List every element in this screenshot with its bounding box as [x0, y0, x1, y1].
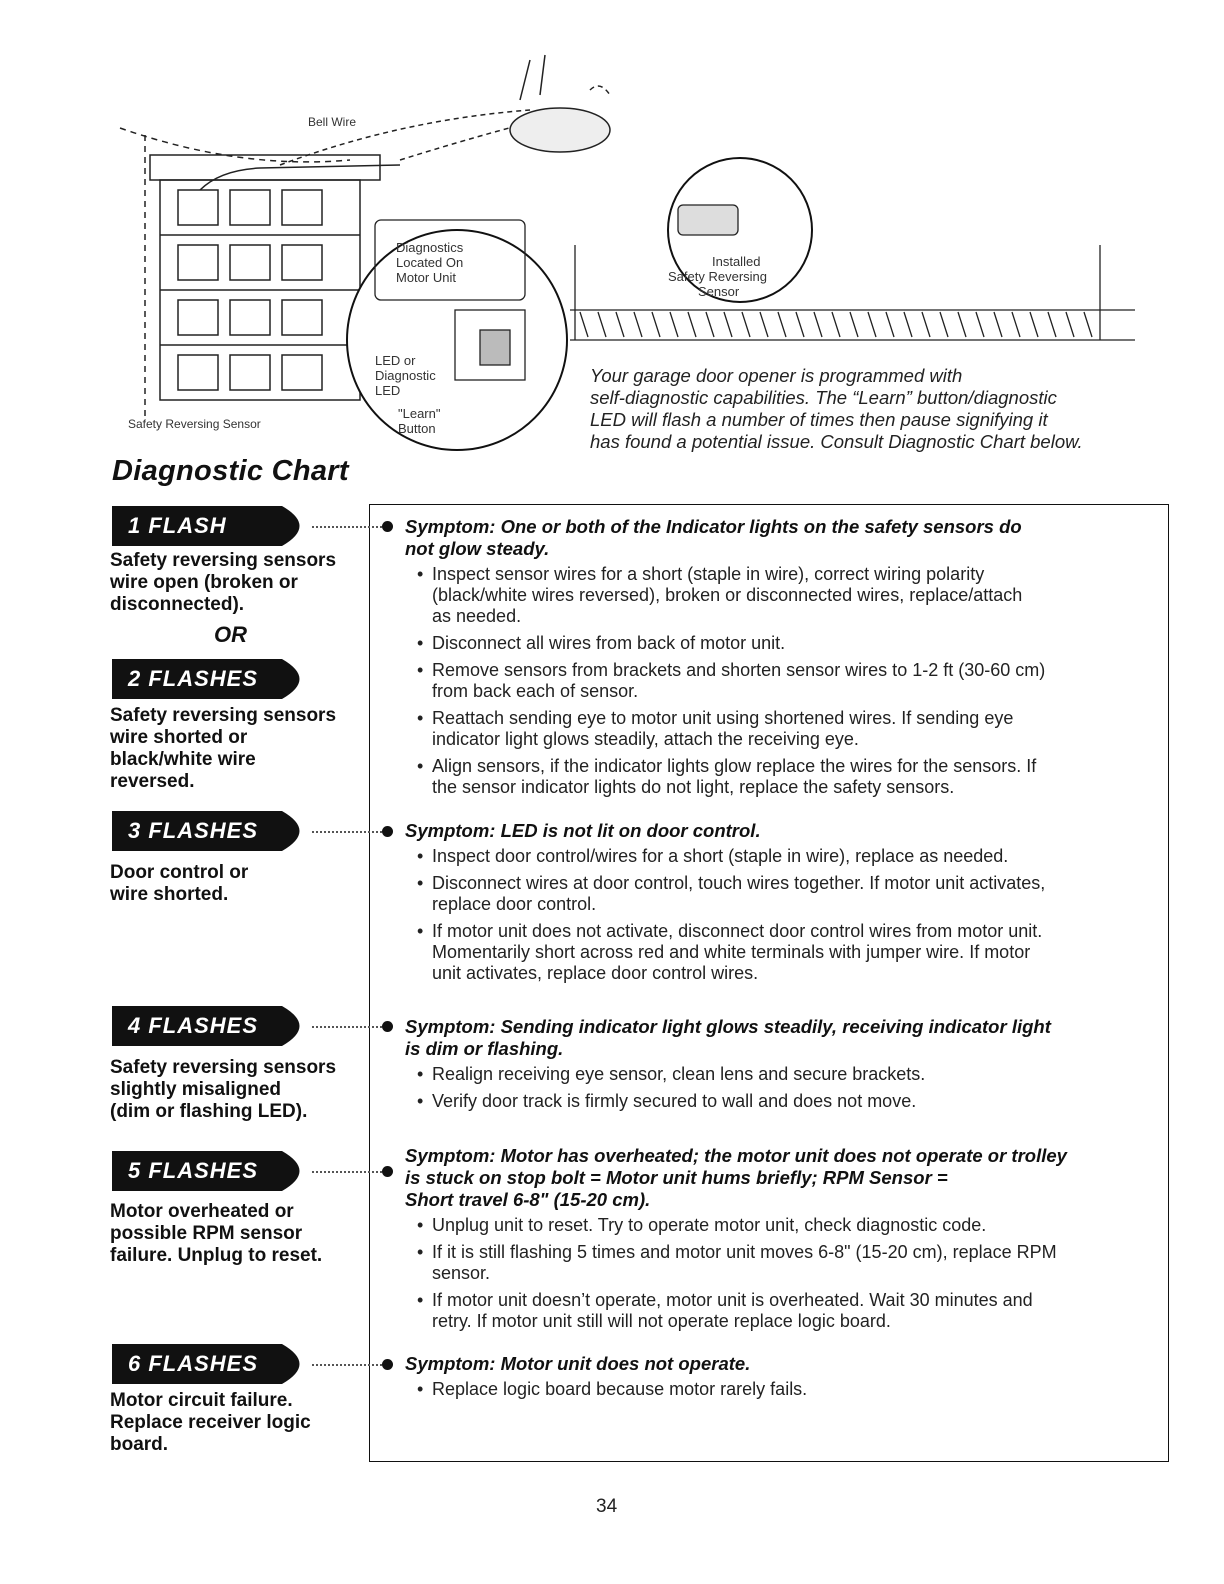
- cause-line: (dim or flashing LED).: [110, 1101, 308, 1122]
- page-title: Diagnostic Chart: [112, 455, 349, 487]
- cause-line: slightly misaligned: [110, 1079, 282, 1100]
- intro-paragraph: [590, 365, 1150, 453]
- step-list: [405, 1064, 1145, 1112]
- flash-badge-label: 1 FLASH: [128, 513, 227, 538]
- symptom-title-line: is dim or flashing.: [405, 1038, 564, 1059]
- step-line: as needed.: [432, 606, 522, 626]
- step-item: [417, 1064, 1145, 1085]
- step-line: sensor.: [432, 1263, 491, 1283]
- safety-reversing-sensor-label: Safety Reversing Sensor: [128, 417, 261, 431]
- cause-line: failure. Unplug to reset.: [110, 1245, 323, 1266]
- step-item: [417, 633, 1145, 654]
- cause-line: Safety reversing sensors: [110, 1057, 337, 1078]
- page-number: 34: [596, 1496, 618, 1517]
- step-line: replace door control.: [432, 894, 597, 914]
- step-item: [417, 873, 1145, 915]
- leader-line: [312, 831, 382, 833]
- step-item: [417, 1091, 1145, 1112]
- step-item: [417, 660, 1145, 702]
- bullet-dot: [382, 826, 393, 837]
- cause-line: Door control or: [110, 862, 249, 883]
- bullet-dot: [382, 1359, 393, 1370]
- symptom-title: [405, 1016, 1145, 1060]
- symptom-title-line: is stuck on stop bolt = Motor unit hums briefly; RPM Sensor =: [405, 1167, 948, 1188]
- cause-line: Motor circuit failure.: [110, 1390, 293, 1411]
- step-item: [417, 564, 1145, 627]
- symptom-block-2: [405, 820, 1145, 990]
- leader-line: [312, 1364, 382, 1366]
- symptom-title-line: Symptom: Sending indicator light glows steadily, receiving indicator light: [405, 1016, 1051, 1037]
- step-line: • Reattach sending eye to motor unit using shortened wires. If sending eye: [432, 708, 1014, 728]
- learn-label-2: Button: [398, 421, 436, 436]
- symptom-title-line: Short travel 6-8" (15-20 cm).: [405, 1189, 651, 1210]
- led-label-2: Diagnostic: [375, 368, 436, 383]
- cause-line: board.: [110, 1434, 169, 1455]
- diagnostics-label-1: Diagnostics: [396, 240, 464, 255]
- step-list: [405, 1379, 1145, 1400]
- bullet-dot: [382, 1021, 393, 1032]
- step-line: • Align sensors, if the indicator lights glow replace the wires for the sensors. If: [432, 756, 1037, 776]
- cause-text-4: [110, 1057, 360, 1123]
- installed-label-1: Installed: [712, 254, 761, 269]
- symptom-block-5: [405, 1353, 1145, 1406]
- step-item: [417, 846, 1145, 867]
- bullet-dot: [382, 521, 393, 532]
- step-item: [417, 708, 1145, 750]
- bell-wire-label: Bell Wire: [308, 115, 357, 129]
- cause-line: wire shorted or: [110, 727, 248, 748]
- step-line: (black/white wires reversed), broken or disconnected wires, replace/attach: [432, 585, 1023, 605]
- step-line: indicator light glows steadily, attach the receiving eye.: [432, 729, 859, 749]
- step-item: [417, 1242, 1145, 1284]
- bullet-dot: [382, 1166, 393, 1177]
- step-list: [405, 846, 1145, 984]
- cause-line: wire shorted.: [110, 884, 229, 905]
- installed-label-3: Sensor: [698, 284, 740, 299]
- step-line: • If motor unit does not activate, disconnect door control wires from motor unit.: [432, 921, 1043, 941]
- intro-line: LED will flash a number of times then pause signifying it: [590, 409, 1048, 430]
- cause-line: possible RPM sensor: [110, 1223, 303, 1244]
- cause-line: Replace receiver logic: [110, 1412, 311, 1433]
- symptom-title-line: Symptom: Motor has overheated; the motor unit does not operate or trolley: [405, 1145, 1067, 1166]
- symptom-title-line: Symptom: One or both of the Indicator lights on the safety sensors do: [405, 516, 1022, 537]
- intro-line: has found a potential issue. Consult Diagnostic Chart below.: [590, 431, 1083, 452]
- leader-line: [312, 526, 382, 528]
- cause-line: Safety reversing sensors: [110, 550, 337, 571]
- flash-badge-label: 6 FLASHES: [128, 1351, 259, 1376]
- cause-line: Motor overheated or: [110, 1201, 294, 1222]
- cause-line: Safety reversing sensors: [110, 705, 337, 726]
- cause-line: disconnected).: [110, 594, 245, 615]
- cause-line: wire open (broken or: [110, 572, 298, 593]
- flash-badge-4: [112, 1006, 312, 1046]
- symptom-title: [405, 1353, 1145, 1375]
- flash-badge-5: [112, 1151, 312, 1191]
- step-item: [417, 756, 1145, 798]
- step-line: • Realign receiving eye sensor, clean lens and secure brackets.: [432, 1064, 926, 1084]
- step-line: • Unplug unit to reset. Try to operate motor unit, check diagnostic code.: [432, 1215, 987, 1235]
- symptom-title: [405, 1145, 1145, 1211]
- step-line: • Inspect sensor wires for a short (staple in wire), correct wiring polarity: [432, 564, 985, 584]
- intro-line: self-diagnostic capabilities. The “Learn” button/diagnostic: [590, 387, 1057, 408]
- step-item: [417, 1290, 1145, 1332]
- flash-badge-1: [112, 506, 312, 546]
- flash-badge-2: [112, 659, 312, 699]
- symptom-block-1: [405, 516, 1145, 804]
- symptom-block-4: [405, 1145, 1145, 1338]
- symptom-block-3: [405, 1016, 1145, 1118]
- step-line: the sensor indicator lights do not light, replace the safety sensors.: [432, 777, 955, 797]
- step-line: Momentarily short across red and white terminals with jumper wire. If motor: [432, 942, 1031, 962]
- symptom-title: [405, 820, 1145, 842]
- symptom-title-line: Symptom: Motor unit does not operate.: [405, 1353, 751, 1374]
- step-item: [417, 1379, 1145, 1400]
- step-item: [417, 1215, 1145, 1236]
- learn-label-1: "Learn": [398, 406, 441, 421]
- or-separator: OR: [214, 622, 247, 647]
- flash-badge-label: 2 FLASHES: [128, 666, 259, 691]
- step-list: [405, 1215, 1145, 1332]
- cause-text-2: [110, 705, 360, 793]
- led-label-1: LED or: [375, 353, 416, 368]
- step-line: • Remove sensors from brackets and shorten sensor wires to 1-2 ft (30-60 cm): [432, 660, 1046, 680]
- diagnostics-label-2: Located On: [396, 255, 464, 270]
- cause-text-1: [110, 550, 360, 616]
- symptom-title: [405, 516, 1145, 560]
- step-line: unit activates, replace door control wires.: [432, 963, 759, 983]
- led-label-3: LED: [375, 383, 401, 398]
- diagnostics-label-3: Motor Unit: [396, 270, 456, 285]
- step-line: from back each of sensor.: [432, 681, 639, 701]
- symptom-title-line: Symptom: LED is not lit on door control.: [405, 820, 761, 841]
- installed-label-2: Safety Reversing: [668, 269, 767, 284]
- step-list: [405, 564, 1145, 798]
- flash-badge-label: 4 FLASHES: [128, 1013, 259, 1038]
- cause-text-6: [110, 1390, 360, 1456]
- step-line: • Disconnect all wires from back of motor unit.: [432, 633, 786, 653]
- step-line: • If it is still flashing 5 times and motor unit moves 6-8" (15-20 cm), replace RPM: [432, 1242, 1057, 1262]
- step-line: • Disconnect wires at door control, touch wires together. If motor unit activates,: [432, 873, 1046, 893]
- step-line: • Inspect door control/wires for a short (staple in wire), replace as needed.: [432, 846, 1009, 866]
- cause-line: reversed.: [110, 771, 195, 792]
- cause-line: black/white wire: [110, 749, 256, 770]
- flash-badge-label: 5 FLASHES: [128, 1158, 259, 1183]
- flash-badge-6: [112, 1344, 312, 1384]
- step-line: • If motor unit doesn’t operate, motor unit is overheated. Wait 30 minutes and: [432, 1290, 1033, 1310]
- step-line: • Replace logic board because motor rarely fails.: [432, 1379, 808, 1399]
- cause-text-5: [110, 1201, 360, 1267]
- flash-badge-label: 3 FLASHES: [128, 818, 259, 843]
- step-line: retry. If motor unit still will not operate replace logic board.: [432, 1311, 891, 1331]
- symptom-title-line: not glow steady.: [405, 538, 550, 559]
- step-line: • Verify door track is firmly secured to wall and does not move.: [432, 1091, 917, 1111]
- step-item: [417, 921, 1145, 984]
- leader-line: [312, 1026, 382, 1028]
- leader-line: [312, 1171, 382, 1173]
- intro-line: Your garage door opener is programmed with: [590, 365, 963, 386]
- flash-badge-3: [112, 811, 312, 851]
- cause-text-3: [110, 862, 360, 906]
